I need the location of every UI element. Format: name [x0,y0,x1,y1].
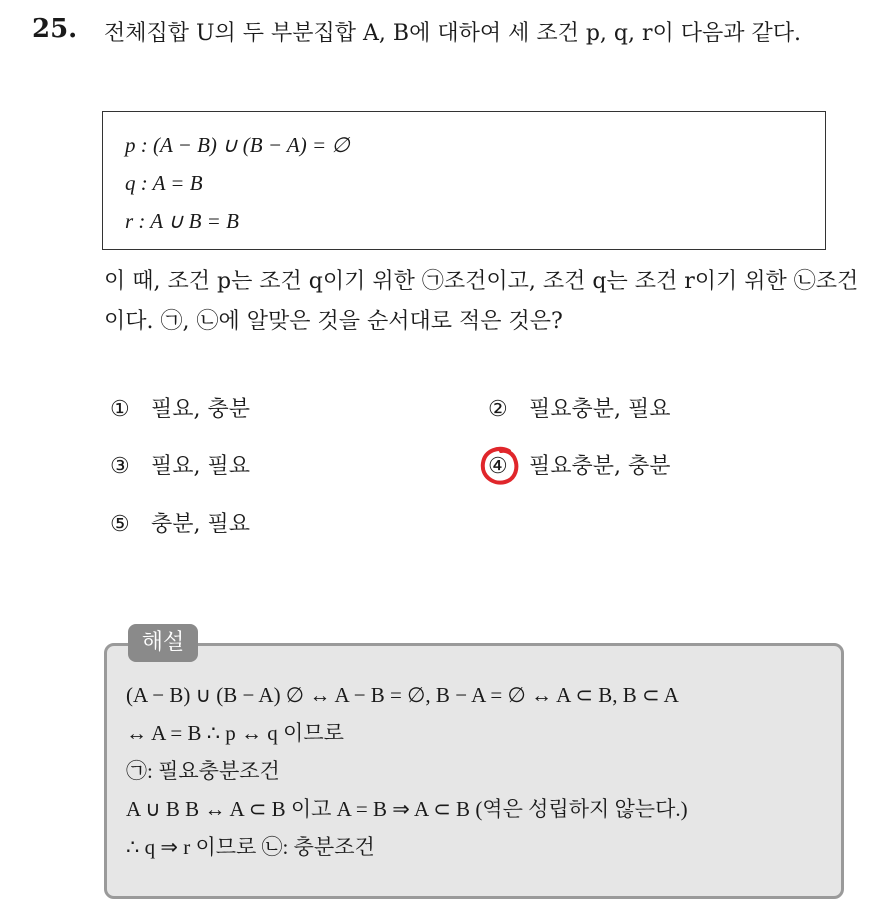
solution-line: ㉠: 필요충분조건 [126,759,280,783]
condition-r: r : A ∪ B = B [125,209,239,233]
answer-circle-mark [479,445,521,487]
choice-1[interactable] [110,395,250,425]
choice-5[interactable] [110,510,250,540]
choice-3[interactable] [110,452,250,482]
solution-content [126,676,836,866]
choice-number: ① [110,397,130,422]
choice-number: ④ [488,454,508,479]
question-prompt: 이 때, 조건 p는 조건 q이기 위한 ㉠조건이고, 조건 q는 조건 r이기 위한 ㉡조건이다. ㉠, ㉡에 알맞은 것을 순서대로 적은 것은? [104,269,859,334]
choice-text: 충분, 필요 [151,512,250,537]
solution-tag: 해설 [128,624,198,662]
choice-2[interactable] [488,395,671,425]
choice-text: 필요, 충분 [151,397,250,422]
choice-number: ⑤ [110,512,130,537]
choice-number: ③ [110,454,130,479]
choice-text: 필요충분, 충분 [529,454,671,479]
conditions-box [102,111,826,250]
choice-number: ② [488,397,508,422]
choice-text: 필요충분, 필요 [529,397,671,422]
choice-text: 필요, 필요 [151,454,250,479]
condition-p: p : (A − B) ∪ (B − A) = ∅ [125,133,350,157]
solution-line: ↔ A = B ∴ p ↔ q 이므로 [126,721,344,745]
question-number: 25. [32,14,78,44]
solution-line: A ∪ B B ↔ A ⊂ B 이고 A = B ⇒ A ⊂ B (역은 성립하지 않는다.) [126,797,688,821]
solution-line: (A − B) ∪ (B − A) ∅ ↔ A − B = ∅, B − A = ∅ ↔ A ⊂ B, B ⊂ A [126,683,679,707]
question-stem: 전체집합 U의 두 부분집합 A, B에 대하여 세 조건 p, q, r이 다음과 같다. [104,21,801,46]
solution-line: ∴ q ⇒ r 이므로 ㉡: 충분조건 [126,835,375,859]
condition-q: q : A = B [125,171,203,195]
